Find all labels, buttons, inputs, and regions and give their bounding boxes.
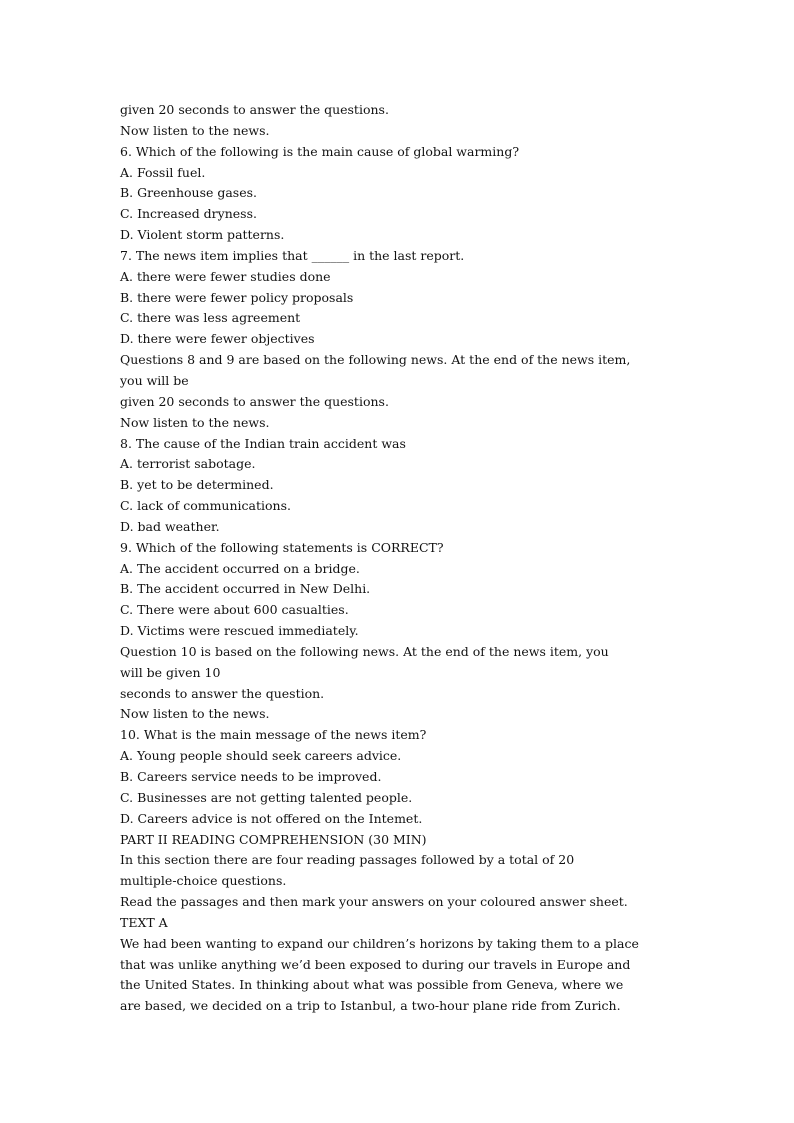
instruction-text: Read the passages and then mark your answers on your coloured answer sheet. [120, 894, 628, 910]
answer-option: A. Young people should seek careers advice. [120, 748, 402, 764]
instruction-text: given 20 seconds to answer the questions. [120, 393, 389, 409]
answer-option: A. The accident occurred on a bridge. [120, 560, 360, 576]
instruction-text: Now listen to the news. [120, 414, 270, 430]
answer-option: B. yet to be determined. [120, 477, 274, 493]
answer-option: A. Fossil fuel. [120, 164, 206, 180]
instruction-text: multiple-choice questions. [120, 873, 287, 889]
answer-option: C. There were about 600 casualties. [120, 602, 349, 618]
answer-option: C. Businesses are not getting talented people. [120, 789, 413, 805]
answer-option: C. Increased dryness. [120, 206, 257, 222]
answer-option: C. lack of communications. [120, 498, 291, 514]
instruction-text: Questions 8 and 9 are based on the following news. At the end of the news item, [120, 352, 631, 368]
question-stem: 6. Which of the following is the main cause of global warming? [120, 143, 520, 159]
instruction-text: seconds to answer the question. [120, 685, 325, 701]
answer-option: C. there was less agreement [120, 310, 301, 326]
question-stem: 8. The cause of the Indian train accident was [120, 435, 406, 451]
instruction-text: will be given 10 [120, 664, 221, 680]
instruction-text: In this section there are four reading passages followed by a total of 20 [120, 852, 575, 868]
passage-text: the United States. In thinking about what was possible from Geneva, where we [120, 977, 624, 993]
answer-option: B. The accident occurred in New Delhi. [120, 581, 371, 597]
answer-option: A. terrorist sabotage. [120, 456, 256, 472]
passage-text: are based, we decided on a trip to Istanbul, a two-hour plane ride from Zurich. [120, 998, 621, 1014]
question-stem: 7. The news item implies that ______ in the last report. [120, 247, 465, 263]
answer-option: B. Careers service needs to be improved. [120, 769, 382, 784]
document-body [120, 100, 680, 1017]
passage-title: TEXT A [120, 914, 168, 930]
instruction-text: you will be [120, 372, 189, 388]
text-line: Now listen to the news. [120, 122, 270, 138]
question-stem: 10. What is the main message of the news item? [120, 727, 427, 743]
answer-option: A. there were fewer studies done [120, 268, 331, 284]
answer-option: D. there were fewer objectives [120, 331, 315, 347]
instruction-text: Question 10 is based on the following news. At the end of the news item, you [120, 643, 609, 659]
passage-text: that was unlike anything we’d been exposed to during our travels in Europe and [120, 956, 631, 972]
instruction-text: Now listen to the news. [120, 706, 270, 722]
answer-option: B. Greenhouse gases. [120, 185, 258, 201]
answer-option: D. Victims were rescued immediately. [120, 623, 359, 639]
answer-option: D. Violent storm patterns. [120, 227, 285, 243]
answer-option: D. bad weather. [120, 518, 220, 534]
question-stem: 9. Which of the following statements is CORRECT? [120, 539, 444, 555]
text-line: given 20 seconds to answer the questions. [120, 102, 389, 117]
passage-text: We had been wanting to expand our children’s horizons by taking them to a place [120, 935, 639, 951]
answer-option: D. Careers advice is not offered on the Intemet. [120, 810, 423, 826]
answer-option: B. there were fewer policy proposals [120, 289, 354, 305]
section-heading: PART II READING COMPREHENSION (30 MIN) [120, 831, 427, 847]
